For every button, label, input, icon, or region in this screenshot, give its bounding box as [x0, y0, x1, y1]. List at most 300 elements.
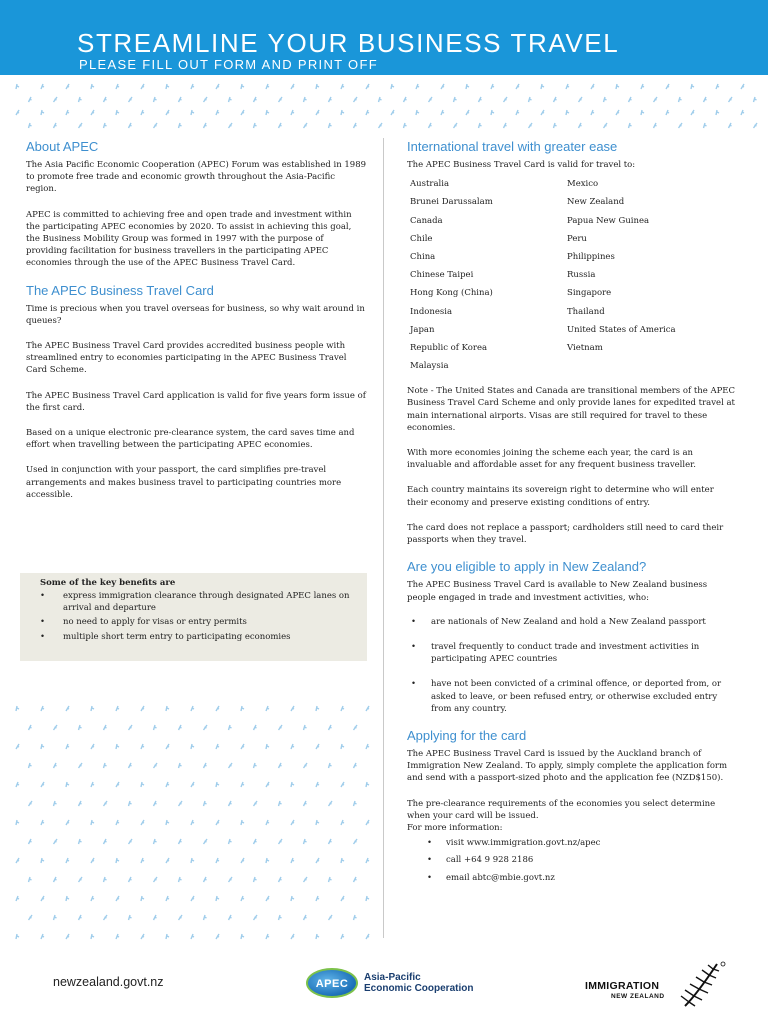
pattern-tick	[116, 744, 119, 749]
pattern-tick	[291, 782, 294, 787]
pattern-tick	[391, 110, 394, 115]
pattern-tick	[404, 97, 407, 102]
card-paragraph-1: Time is precious when you travel overseas for business, so why wait around in queues?	[26, 303, 365, 326]
country-row	[407, 175, 676, 193]
contact-email: • email abtc@mbie.govt.nz	[407, 872, 737, 884]
country-row	[407, 339, 676, 357]
pattern-tick	[691, 110, 694, 115]
pattern-tick	[216, 782, 219, 787]
country-row	[407, 266, 676, 284]
pattern-tick	[154, 97, 157, 102]
pattern-tick	[229, 801, 232, 806]
pattern-tick	[141, 782, 144, 787]
country-row	[407, 303, 676, 321]
pattern-tick	[266, 706, 269, 711]
pattern-tick	[341, 896, 344, 901]
pattern-tick	[754, 97, 757, 102]
pattern-tick	[29, 801, 33, 806]
eligible-item: • have not been convicted of a criminal offence, or deported from, or asked to leave, or been refused entry, or otherwise excluded entry from any country.	[407, 678, 737, 715]
pattern-tick	[366, 84, 369, 89]
travel-heading: International travel with greater ease	[407, 139, 618, 154]
page-subtitle: PLEASE FILL OUT FORM AND PRINT OFF	[79, 57, 378, 72]
pattern-tick	[354, 725, 358, 730]
pattern-tick	[141, 706, 144, 711]
pattern-tick	[166, 84, 169, 89]
pattern-tick	[154, 801, 157, 806]
pattern-tick	[216, 110, 219, 115]
pattern-tick	[16, 820, 19, 825]
pattern-tick	[541, 84, 544, 89]
country-name: Canada	[410, 215, 443, 226]
pattern-tick	[704, 97, 707, 102]
country-name	[564, 357, 676, 375]
pattern-tick	[204, 763, 207, 768]
pattern-tick	[16, 706, 19, 711]
pattern-tick	[291, 706, 294, 711]
benefits-heading: Some of the key benefits are	[40, 578, 176, 588]
pattern-tick	[179, 763, 182, 768]
pattern-tick	[666, 110, 669, 115]
pattern-tick	[104, 839, 107, 844]
pattern-tick	[129, 97, 133, 102]
left-column	[26, 139, 366, 514]
pattern-tick	[241, 896, 244, 901]
pattern-tick	[391, 84, 394, 89]
pattern-tick	[291, 934, 294, 939]
applying-paragraph-1: The APEC Business Travel Card is issued by the Auckland branch of Immigration New Zealand. To apply, simply complete the application form and send with a passport-sized photo and the application fee (NZD$150).	[407, 748, 728, 784]
pattern-tick	[279, 801, 282, 806]
pattern-tick	[216, 934, 219, 939]
pattern-tick	[66, 706, 69, 711]
benefit-item: • no need to apply for visas or entry permits	[40, 617, 357, 629]
country-name: Australia	[410, 179, 450, 190]
header-banner	[0, 0, 768, 75]
pattern-tick	[266, 110, 269, 115]
apec-badge-text: APEC	[315, 978, 349, 990]
pattern-tick	[329, 763, 332, 768]
pattern-tick	[266, 820, 269, 825]
pattern-tick	[454, 97, 457, 102]
country-row	[407, 321, 676, 339]
pattern-tick	[79, 725, 82, 730]
pattern-tick	[354, 839, 358, 844]
pattern-tick	[129, 839, 133, 844]
pattern-tick	[241, 84, 244, 89]
pattern-tick	[116, 706, 119, 711]
pattern-tick	[16, 110, 19, 115]
pattern-tick	[54, 801, 57, 806]
pattern-tick	[441, 110, 444, 115]
pattern-tick	[16, 744, 19, 749]
contact-list	[407, 837, 737, 884]
pattern-tick	[266, 896, 269, 901]
country-name: Papua New Guinea	[567, 215, 650, 226]
pattern-tick	[54, 915, 57, 920]
immigration-subtext: NEW ZEALAND	[611, 993, 665, 1000]
applying-heading: Applying for the card	[407, 727, 527, 743]
apec-logo	[306, 968, 473, 998]
pattern-tick	[141, 84, 144, 89]
pattern-tick	[216, 896, 219, 901]
pattern-tick	[654, 123, 657, 128]
pattern-tick	[191, 858, 194, 863]
pattern-tick	[354, 123, 357, 128]
pattern-tick	[166, 820, 169, 825]
pattern-tick	[191, 110, 194, 115]
pattern-tick	[266, 744, 269, 749]
country-name: Mexico	[567, 179, 599, 190]
pattern-tick	[466, 110, 469, 115]
pattern-tick	[591, 84, 594, 89]
pattern-tick	[91, 896, 94, 901]
pattern-tick	[41, 84, 44, 89]
pattern-tick	[204, 97, 208, 102]
pattern-tick	[66, 782, 69, 787]
pattern-tick	[316, 934, 319, 939]
pattern-tick	[254, 839, 257, 844]
pattern-tick	[54, 725, 58, 730]
country-name: Brunei Darussalam	[410, 197, 493, 208]
pattern-tick	[279, 725, 283, 730]
pattern-tick	[291, 858, 294, 863]
pattern-tick	[241, 744, 244, 749]
pattern-tick	[204, 725, 208, 730]
pattern-tick	[641, 110, 644, 115]
pattern-tick	[754, 123, 758, 128]
pattern-tick	[354, 915, 357, 920]
pattern-tick	[266, 858, 269, 863]
pattern-tick	[16, 84, 19, 89]
pattern-tick	[191, 782, 194, 787]
country-name: Thailand	[567, 306, 605, 317]
pattern-tick	[366, 896, 369, 901]
pattern-tick	[91, 84, 94, 89]
pattern-tick	[316, 84, 319, 89]
pattern-tick	[66, 934, 69, 939]
pattern-tick	[204, 123, 207, 128]
pattern-tick	[304, 725, 307, 730]
pattern-tick	[541, 110, 544, 115]
pattern-tick	[79, 839, 82, 844]
pattern-tick	[291, 84, 294, 89]
pattern-tick	[29, 123, 32, 128]
pattern-tick	[166, 782, 169, 787]
pattern-tick	[354, 763, 357, 768]
pattern-tick	[116, 858, 119, 863]
pattern-tick	[416, 84, 419, 89]
pattern-tick	[216, 706, 219, 711]
pattern-tick	[504, 123, 507, 128]
pattern-tick	[204, 915, 207, 920]
pattern-tick	[16, 896, 19, 901]
pattern-tick	[66, 84, 69, 89]
pattern-tick	[41, 706, 44, 711]
pattern-tick	[166, 896, 169, 901]
pattern-tick	[191, 84, 194, 89]
apec-line-2: Economic Cooperation	[364, 983, 474, 994]
pattern-tick	[516, 84, 519, 89]
pattern-tick	[116, 84, 119, 89]
pattern-tick	[41, 110, 44, 115]
pattern-tick	[29, 877, 32, 882]
pattern-tick	[491, 110, 494, 115]
pattern-tick	[91, 820, 94, 825]
travel-intro: The APEC Business Travel Card is valid for travel to:	[407, 160, 636, 170]
pattern-tick	[16, 934, 19, 939]
pattern-tick	[191, 934, 194, 939]
pattern-tick	[654, 97, 658, 102]
pattern-tick	[329, 839, 332, 844]
country-row	[407, 357, 676, 375]
pattern-tick	[91, 782, 94, 787]
right-column	[407, 139, 737, 889]
pattern-tick	[66, 896, 69, 901]
pattern-tick	[316, 896, 319, 901]
pattern-tick	[104, 123, 107, 128]
pattern-tick	[341, 934, 344, 939]
pattern-tick	[54, 763, 57, 768]
pattern-tick	[316, 744, 319, 749]
pattern-tick	[279, 97, 283, 102]
card-paragraph-5: Used in conjunction with your passport, the card simplifies pre-travel arrangements and makes business travel to participating countries more accessible.	[26, 465, 342, 500]
apec-logo-text	[364, 972, 473, 994]
pattern-tick	[104, 725, 107, 730]
pattern-tick	[41, 782, 44, 787]
pattern-tick	[41, 744, 44, 749]
pattern-tick	[129, 915, 132, 920]
pattern-tick	[91, 934, 94, 939]
immigration-text: IMMIGRATION	[585, 980, 660, 992]
column-divider	[383, 138, 384, 938]
pattern-tick	[154, 839, 157, 844]
pattern-tick	[179, 123, 182, 128]
pattern-tick	[79, 877, 83, 882]
pattern-tick	[166, 934, 169, 939]
pattern-tick	[66, 110, 69, 115]
pattern-tick	[241, 782, 244, 787]
pattern-tick	[179, 725, 182, 730]
pattern-tick	[529, 123, 533, 128]
eligible-item: • are nationals of New Zealand and hold a New Zealand passport	[407, 616, 737, 628]
pattern-tick	[141, 896, 144, 901]
eligible-item: • travel frequently to conduct trade and investment activities in participating APEC countries	[407, 641, 737, 665]
contact-website: • visit www.immigration.govt.nz/apec	[407, 837, 737, 849]
country-name: Chile	[410, 233, 433, 244]
country-name: Chinese Taipei	[410, 270, 474, 281]
pattern-tick	[229, 123, 233, 128]
pattern-tick	[679, 97, 682, 102]
country-name: Peru	[567, 233, 587, 244]
pattern-tick	[341, 744, 344, 749]
pattern-tick	[366, 858, 369, 863]
country-name: Philippines	[567, 252, 615, 263]
pattern-tick	[104, 97, 107, 102]
pattern-tick	[741, 84, 744, 89]
pattern-tick	[179, 915, 183, 920]
country-name: Republic of Korea	[410, 342, 488, 353]
pattern-tick	[41, 820, 44, 825]
pattern-tick	[254, 763, 257, 768]
pattern-tick	[41, 858, 44, 863]
pattern-tick	[579, 123, 582, 128]
pattern-tick	[554, 97, 557, 102]
apec-globe-icon	[306, 968, 358, 998]
pattern-tick	[154, 123, 158, 128]
pattern-tick	[529, 97, 532, 102]
pattern-tick	[91, 110, 94, 115]
pattern-tick	[316, 782, 319, 787]
pattern-tick	[29, 839, 32, 844]
pattern-tick	[229, 97, 232, 102]
pattern-tick	[304, 123, 308, 128]
pattern-tick	[166, 744, 169, 749]
country-name: Singapore	[567, 288, 612, 299]
pattern-tick	[241, 858, 244, 863]
pattern-tick	[54, 877, 57, 882]
pattern-tick	[516, 110, 519, 115]
decorative-pattern-top	[10, 78, 758, 132]
pattern-tick	[54, 97, 58, 102]
pattern-tick	[604, 123, 608, 128]
benefit-item: • express immigration clearance through designated APEC lanes on arrival and departure	[40, 591, 357, 614]
pattern-tick	[316, 110, 319, 115]
pattern-tick	[254, 97, 257, 102]
pattern-tick	[454, 123, 458, 128]
pattern-tick	[129, 801, 132, 806]
pattern-tick	[91, 744, 94, 749]
pattern-tick	[341, 706, 344, 711]
card-paragraph-4: Based on a unique electronic pre-clearance system, the card saves time and effort when travelling between the participating APEC economies.	[26, 428, 355, 451]
pattern-tick	[691, 84, 694, 89]
pattern-tick	[191, 896, 194, 901]
pattern-tick	[291, 110, 294, 115]
country-name: United States of America	[567, 324, 676, 335]
applying-paragraph-2: The pre-clearance requirements of the economies you select determine when your card will be issued.	[407, 798, 716, 821]
pattern-tick	[154, 763, 158, 768]
pattern-tick	[429, 97, 433, 102]
pattern-tick	[641, 84, 644, 89]
pattern-tick	[354, 801, 357, 806]
pattern-tick	[216, 744, 219, 749]
pattern-tick	[116, 820, 119, 825]
pattern-tick	[91, 706, 94, 711]
pattern-tick	[616, 84, 619, 89]
pattern-tick	[141, 744, 144, 749]
more-info-label: For more information:	[407, 822, 503, 833]
pattern-tick	[604, 97, 607, 102]
country-name: New Zealand	[567, 197, 625, 208]
pattern-tick	[366, 706, 369, 711]
pattern-tick	[204, 839, 208, 844]
pattern-tick	[54, 839, 58, 844]
pattern-tick	[254, 123, 257, 128]
country-row	[407, 230, 676, 248]
pattern-tick	[329, 97, 332, 102]
pattern-tick	[116, 782, 119, 787]
pattern-tick	[416, 110, 419, 115]
country-row	[407, 284, 676, 302]
pattern-tick	[129, 877, 132, 882]
pattern-tick	[466, 84, 469, 89]
pattern-tick	[229, 725, 232, 730]
pattern-tick	[254, 877, 257, 882]
pattern-tick	[179, 839, 182, 844]
pattern-tick	[66, 820, 69, 825]
pattern-tick	[679, 123, 683, 128]
pattern-tick	[154, 725, 157, 730]
pattern-tick	[166, 858, 169, 863]
pattern-tick	[166, 110, 169, 115]
pattern-tick	[104, 915, 108, 920]
pattern-tick	[554, 123, 557, 128]
pattern-tick	[366, 744, 369, 749]
about-paragraph-1: The Asia Pacific Economic Cooperation (APEC) Forum was established in 1989 to promote free trade and economic growth throughout the Asia-Pacific region.	[26, 160, 367, 195]
pattern-tick	[254, 915, 258, 920]
pattern-tick	[29, 97, 32, 102]
pattern-tick	[41, 896, 44, 901]
pattern-tick	[266, 84, 269, 89]
pattern-tick	[229, 877, 233, 882]
pattern-tick	[504, 97, 508, 102]
pattern-tick	[354, 877, 357, 882]
pattern-tick	[79, 97, 82, 102]
country-row	[407, 193, 676, 211]
country-name: China	[410, 252, 436, 263]
pattern-tick	[191, 744, 194, 749]
pattern-tick	[204, 801, 207, 806]
pattern-tick	[404, 123, 407, 128]
pattern-tick	[266, 782, 269, 787]
pattern-tick	[441, 84, 444, 89]
travel-paragraph-2: With more economies joining the scheme each year, the card is an invaluable and affordable asset for any frequent business traveller.	[407, 448, 696, 471]
benefits-box	[20, 573, 367, 661]
pattern-tick	[341, 858, 344, 863]
travel-paragraph-4: The card does not replace a passport; cardholders still need to card their passports when they travel.	[407, 522, 724, 546]
pattern-tick	[16, 782, 19, 787]
pattern-tick	[579, 97, 583, 102]
pattern-tick	[729, 97, 733, 102]
pattern-tick	[366, 934, 369, 939]
pattern-tick	[341, 110, 344, 115]
eligible-heading: Are you eligible to apply in New Zealand?	[407, 559, 647, 575]
benefits-list	[40, 591, 357, 643]
contact-phone: • call +64 9 928 2186	[407, 854, 737, 866]
pattern-tick	[279, 839, 283, 844]
pattern-tick	[66, 858, 69, 863]
pattern-tick	[666, 84, 669, 89]
benefit-item: • multiple short term entry to participating economies	[40, 632, 357, 644]
apec-line-1: Asia-Pacific	[364, 972, 421, 983]
pattern-tick	[141, 110, 144, 115]
pattern-tick	[116, 896, 119, 901]
pattern-tick	[279, 877, 282, 882]
pattern-tick	[191, 820, 194, 825]
pattern-tick	[304, 801, 307, 806]
pattern-tick	[304, 97, 307, 102]
pattern-tick	[329, 725, 332, 730]
pattern-tick	[29, 915, 33, 920]
pattern-tick	[79, 763, 83, 768]
pattern-tick	[341, 820, 344, 825]
country-row	[407, 212, 676, 230]
pattern-tick	[141, 820, 144, 825]
pattern-tick	[329, 915, 333, 920]
countries-table	[407, 175, 676, 375]
country-name: Hong Kong (China)	[410, 288, 493, 299]
pattern-tick	[366, 782, 369, 787]
pattern-tick	[479, 123, 482, 128]
country-name: Indonesia	[410, 306, 453, 317]
